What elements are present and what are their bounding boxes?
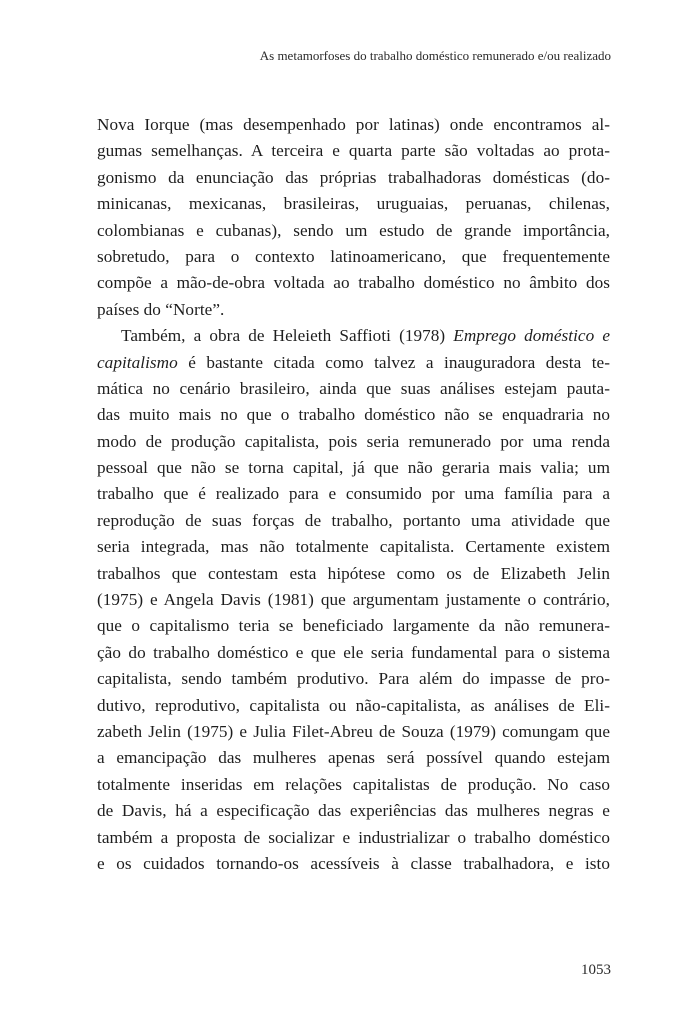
text-line: zabeth Jelin (1975) e Julia Filet-Abreu de Souza (1979) comungam que (97, 721, 610, 741)
text-line: compõe a mão-de-obra voltada ao trabalho doméstico no âmbito dos (97, 273, 610, 293)
text-line: de Davis, há a especificação das experiências das mulheres negras e (97, 801, 610, 821)
text-line: trabalho que é realizado para e consumido por uma família para a (97, 484, 610, 504)
text-line: dutivo, reprodutivo, capitalista ou não-capitalista, as análises de Eli- (97, 695, 610, 715)
text-line: modo de produção capitalista, pois seria remunerado por uma renda (97, 431, 610, 451)
text-line: capitalista, sendo também produtivo. Para além do impasse de pro- (97, 669, 610, 689)
text-line: gonismo da enunciação das próprias trabalhadoras domésticas (do- (97, 167, 610, 187)
text-line (97, 323, 610, 349)
running-header: As metamorfoses do trabalho doméstico remunerado e/ou realizado (259, 48, 611, 63)
text-line: reprodução de suas forças de trabalho, portanto uma atividade que (97, 510, 610, 530)
text-line: Nova Iorque (mas desempenhado por latinas) onde encontramos al- (97, 115, 610, 134)
text-line: e os cuidados tornando-os acessíveis à classe trabalhadora, e isto (97, 853, 610, 873)
text-line: a emancipação das mulheres apenas será possível quando estejam (97, 748, 610, 768)
text-line: seria integrada, mas não totalmente capitalista. Certamente existem (97, 537, 610, 557)
text-line: países do “Norte”. (97, 299, 225, 319)
text-run: é bastante citada como talvez a inauguradora desta te- (177, 352, 610, 372)
text-line (97, 350, 610, 376)
text-run: Também, a obra de Heleieth Saffioti (1978) (121, 326, 454, 346)
text-line: ção do trabalho doméstico e que ele seria fundamental para o sistema (97, 642, 610, 662)
body-text (97, 112, 610, 877)
text-line: colombianas e cubanas), sendo um estudo de grande importância, (97, 220, 610, 240)
text-line: gumas semelhanças. A terceira e quarta parte são voltadas ao prota- (97, 141, 610, 161)
text-line: totalmente inseridas em relações capitalistas de produção. No caso (97, 774, 610, 794)
text-line: das muito mais no que o trabalho doméstico não se enquadraria no (97, 405, 610, 425)
book-title-italic: capitalismo (97, 352, 178, 372)
text-line: que o capitalismo teria se beneficiado largamente da não remunera- (97, 616, 610, 636)
book-title-italic: Emprego doméstico e (453, 326, 610, 346)
text-line: mática no cenário brasileiro, ainda que suas análises estejam pauta- (97, 378, 610, 398)
page-number: 1053 (581, 962, 611, 978)
text-line: trabalhos que contestam esta hipótese como os de Elizabeth Jelin (97, 563, 610, 583)
text-line: sobretudo, para o contexto latinoamericano, que frequentemente (97, 246, 610, 266)
paragraph-2 (97, 323, 610, 877)
paragraph-1 (97, 112, 610, 323)
text-line: minicanas, mexicanas, brasileiras, uruguaias, peruanas, chilenas, (97, 194, 610, 214)
text-line: pessoal que não se torna capital, já que não geraria mais valia; um (97, 458, 610, 478)
text-line: (1975) e Angela Davis (1981) que argumentam justamente o contrário, (97, 590, 610, 610)
text-line: também a proposta de socializar e industrializar o trabalho doméstico (97, 827, 610, 847)
